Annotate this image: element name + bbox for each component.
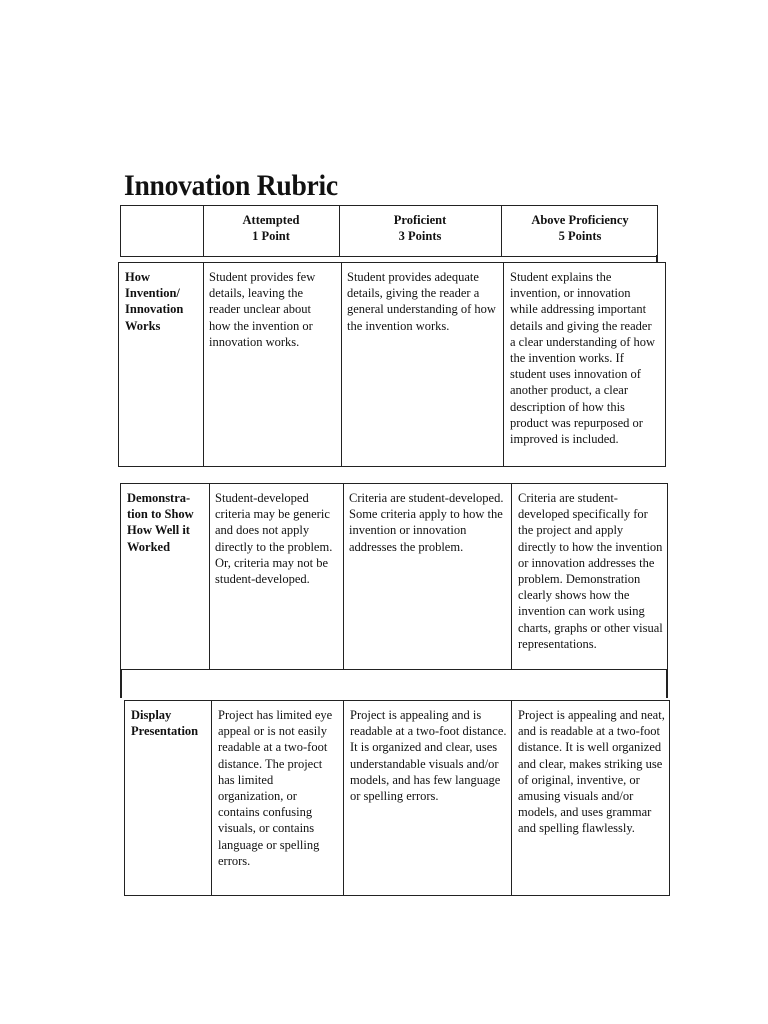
page-title: Innovation Rubric [124,169,338,202]
cell-above: Project is appealing and neat, and is readable at a two-foot distance. It is well organized and clear, makes striking use of original, inventive, or amusing visuals and/or models, and uses grammar and spelling flawlessly. [518,708,665,836]
rubric-row-display [124,700,670,896]
cell-attempted: Student provides few details, leaving the reader unclear about how the invention or innovation works. [209,270,316,349]
criterion-label: Display Presentation [131,708,199,739]
scan-line-fragment [656,255,658,263]
criterion-label: Demonstra-tion to Show How Well it Worked [127,491,194,554]
header-col-attempted: Attempted 1 Point [242,213,300,243]
rubric-row-demonstration [120,483,668,670]
scan-line-fragment [120,670,122,698]
cell-proficient: Criteria are student-developed. Some criteria apply to how the invention or innovation addresses the problem. [349,491,504,554]
cell-attempted: Project has limited eye appeal or is not easily readable at a two-foot distance. The project has limited organization, or contains confusing visuals, or contains language or spelling errors. [218,708,333,868]
cell-above: Criteria are student-developed specifically for the project and apply directly to how the invention or innovation addresses the problem. Demonstration clearly shows how the invention can work using charts, graphs or other visual representations. [518,491,663,651]
cell-proficient: Student provides adequate details, giving the reader a general understanding of how the invention works. [347,270,496,333]
scan-line-fragment [666,670,668,698]
rubric-row-invention [118,262,666,467]
header-col-above: Above Proficiency 5 Points [531,213,629,243]
cell-proficient: Project is appealing and is readable at a two-foot distance. It is organized and clear, uses understandable visuals and/or models, and has few language or spelling errors. [350,708,507,804]
cell-attempted: Student-developed criteria may be generic and does not apply directly to the problem. Or, criteria may not be student-developed. [215,491,333,587]
cell-above: Student explains the invention, or innovation while addressing important details and giving the reader a clear understanding of how the invention works. If student uses innovation of another product, a clear description of how this product was repurposed or improved is included. [510,270,656,447]
rubric-header [120,205,658,257]
criterion-label: How Invention/ Innovation Works [125,270,184,333]
header-col-proficient: Proficient 3 Points [393,213,447,243]
